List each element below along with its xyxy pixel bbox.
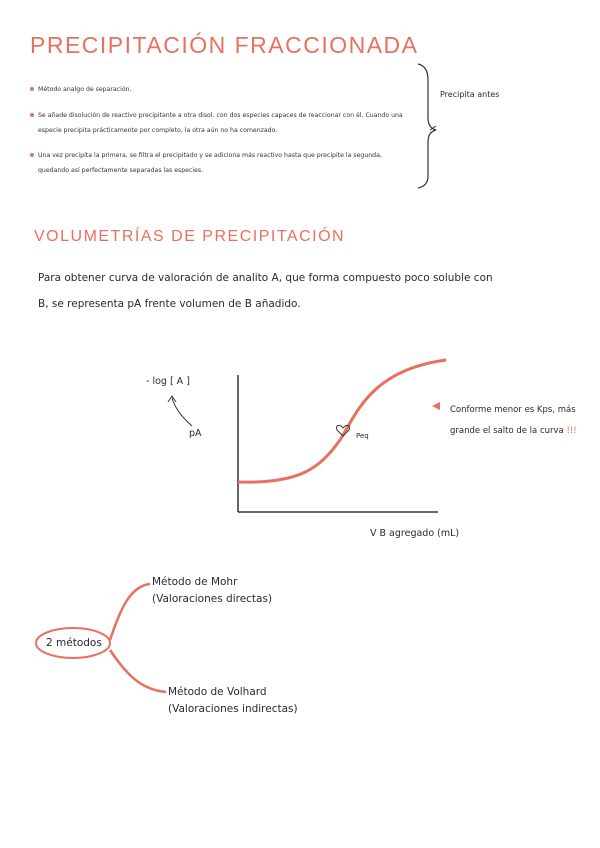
page-title: PRECIPITACIÓN FRACCIONADA [30, 32, 419, 58]
branch-title: Método de Mohr [152, 576, 238, 588]
side-note: Precipita antes [440, 90, 500, 99]
y-annotation: - log [ A ] [146, 376, 190, 387]
branch-title: Método de Volhard [168, 686, 267, 698]
note-exclamation: !!! [566, 426, 577, 436]
mindmap-branch-label [152, 574, 272, 608]
x-axis-label: V B agregado (mL) [370, 528, 460, 539]
arrow-icon [432, 402, 440, 410]
section-title: VOLUMETRÍAS DE PRECIPITACIÓN [34, 228, 346, 245]
annotation-note [450, 400, 595, 442]
titration-curve [238, 360, 446, 482]
branch-subtitle: (Valoraciones indirectas) [168, 703, 298, 715]
mindmap-center: 2 métodos [46, 637, 102, 649]
branch-subtitle: (Valoraciones directas) [152, 593, 273, 605]
y-axis-label: pA [189, 428, 202, 439]
curved-arrow-icon [172, 398, 192, 426]
curly-brace [418, 64, 436, 188]
bullet-text: Se añade disolución de reactivo precipitante a otra disol. con dos especies capaces de reaccionar con él. Cuando una especie precipita prácticamente por completo, la otra aún no ha comenzado. [38, 112, 403, 134]
point-label: Peq [356, 432, 369, 440]
bullet-text: Método analgo de separación. [38, 86, 132, 93]
note-text: Conforme menor es Kps, más grande el salto de la curva [450, 405, 576, 436]
mindmap-branch [110, 650, 166, 692]
mindmap-branch [110, 584, 150, 640]
paragraph-line: B, se representa pA frente volumen de B añadido. [38, 298, 301, 310]
paragraph-line: Para obtener curva de valoración de analito A, que forma compuesto poco soluble con [38, 272, 493, 284]
bullet-text: Una vez precipita la primera, se filtra el precipitado y se adiciona más reactivo hasta que precipite la segunda, quedando así perfectamente separadas las especies. [38, 152, 382, 174]
mindmap-branch-label [168, 684, 298, 718]
